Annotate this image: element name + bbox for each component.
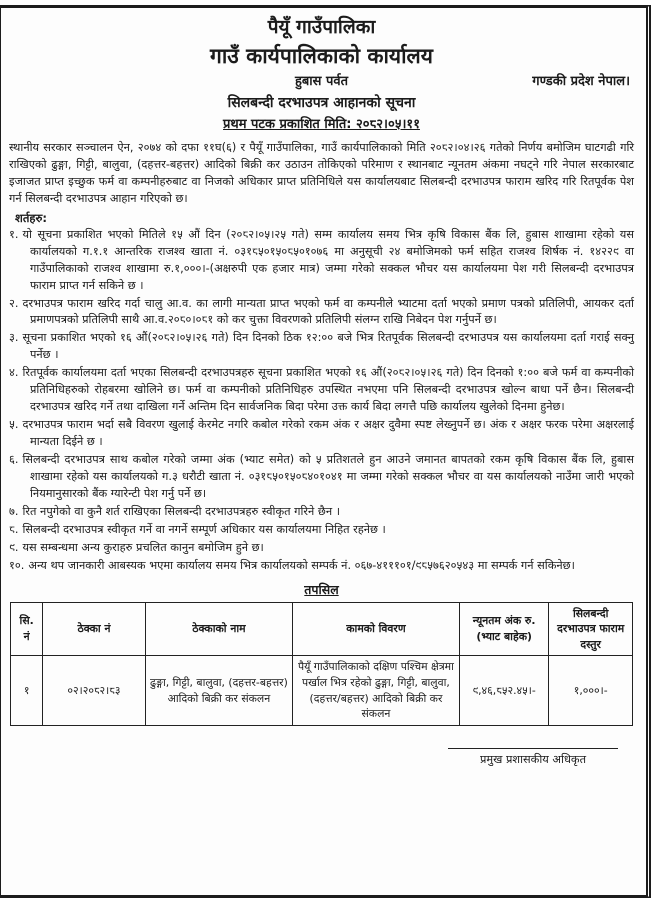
condition-text: दरभाउपत्र फाराम भर्दा सबै विवरण खुलाई केरमेट नगरि कबोल गरेको रकम अंक र अक्षर दुवैमा स्पष्ट लेख्नुपर्ने छ। अंक र अक्षर फरक परेमा अक्षरलाई मान्यता दिईने छ । bbox=[22, 418, 634, 448]
col-header-work-description: कामको विवरण bbox=[293, 602, 460, 656]
col-header-serial-number: सि. नं bbox=[11, 602, 43, 656]
col-header-minimum-amount: न्यूनतम अंक रु. (भ्याट बाहेक) bbox=[459, 602, 549, 656]
signatory-title: प्रमुख प्रशासकीय अधिकृत bbox=[479, 752, 587, 766]
published-date: प्रथम पटक प्रकाशित मिति: २०८२।०५।११ bbox=[223, 116, 420, 132]
condition-item-1 bbox=[9, 227, 634, 295]
condition-text: सूचना प्रकाशित भएको १६ औं(२०८२।०५।२६ गते) दिन दिनको ठिक १२:०० बजे भित्र रितपूर्वक सिलबन्दी दरभाउपत्र यस कार्यालयमा दर्ता गराई सक्नु पर्नेछ । bbox=[22, 331, 634, 362]
intro-paragraph: स्थानीय सरकार सञ्चालन ऐन, २०७४ को दफा ११घ(६) र पैयूँ गाउँपालिका, गाउँ कार्यपालिकाको मिति २०८२।०४।२६ गतेको निर्णय बमोजिम घाटगढी गरि राखिएको ढुङ्गा, गिट्टी, बालुवा, (दहत्तर-बहत्तर) आदिको बिक्री कर उठाउन तोकिएको परिमाण र स्थानबाट न्यूनतम अंकमा नघट्ने गरि नेपाल सरकारबाट इजाजत प्राप्त इच्छुक फर्म वा कम्पनीहरुबाट वा निजको अधिकार प्राप्त प्रतिनिधिले यस कार्यालयबाट सिलबन्दी दरभाउपत्र फाराम खरिद गरि रितपूर्वक पेश गर्न सिलबन्दी दरभाउपत्र आहान गरिएको छ। bbox=[9, 141, 634, 205]
province-name: गण्डकी प्रदेश नेपाल। bbox=[532, 74, 630, 89]
condition-item-9 bbox=[9, 540, 634, 557]
schedule-table bbox=[10, 602, 633, 726]
location-row bbox=[7, 74, 636, 90]
condition-text: रितपूर्वक कार्यालयमा दर्ता भएका सिलबन्दी दरभाउपत्रहरु सूचना प्रकाशित भएको १६ औं(२०८२।०५।२६ गते) दिन दिनको १:०० बजे फर्म वा कम्पनीको प्रतिनिधिहरुको रोहबरमा खोलिने छ। फर्म वा कम्पनीको प्रतिनिधिहरु उपस्थित नभएमा पनि सिलबन्दी दरभाउपत्र खोल्न बाधा पर्ने छैन। सिलबन्दी दरभाउपत्र खरिद गर्ने तथा दाखिला गर्ने अन्तिम दिन सार्वजनिक बिदा परेमा उक्त कार्य बिदा लगत्तै पछि कार्यालय खुलेको दिनमा हुनेछ। bbox=[22, 366, 634, 414]
conditions-heading: शर्तहरु: bbox=[15, 210, 47, 225]
condition-item-10 bbox=[9, 558, 634, 575]
cell-work-description: पैयूँ गाउँपालिकाको दक्षिण पश्चिम क्षेत्रमा पर्खाल भित्र रहेको ढुङ्गा, गिट्टी, बालुवा, (दहत्तर/बहत्तर) आदिको बिक्री कर संकलन bbox=[293, 656, 460, 726]
condition-number: २. bbox=[9, 296, 19, 310]
condition-item-6 bbox=[9, 452, 634, 503]
condition-number: ७. bbox=[9, 504, 19, 518]
notice-document bbox=[0, 5, 651, 898]
condition-item-7 bbox=[9, 504, 634, 521]
cell-contract-number: ०२।२०८२।८३ bbox=[43, 656, 146, 726]
cell-form-fee: १,०००।- bbox=[549, 656, 632, 726]
condition-number: ३. bbox=[9, 331, 19, 345]
condition-number: ८. bbox=[9, 522, 19, 536]
notice-title: सिलबन्दी दरभाउपत्र आहानको सूचना bbox=[227, 95, 416, 112]
signature-block bbox=[448, 748, 618, 767]
condition-text: अन्य थप जानकारी आबस्यक भएमा कार्यालय समय भित्र कार्यालयको सम्पर्क नं. ०६७-४१११०१/९८५७६२०५४३ मा सम्पर्क गर्न सकिनेछ। bbox=[28, 558, 575, 572]
condition-text: दरभाउपत्र फाराम खरिद गर्दा चालु आ.व. का लागी मान्यता प्राप्त भएको फर्म वा कम्पनीले भ्याटमा दर्ता भएको प्रमाण पत्रको प्रतिलिपी, आयकर दर्ता प्रमाणपत्रको प्रतिलिपी साथै आ.व.२०८०।०८१ को कर चुक्ता विवरणको प्रतिलिपी संलग्न राखि निबेदन पेश गर्नुपर्ने छ। bbox=[22, 296, 634, 327]
cell-minimum-amount: ९,४६,८५२.४५।- bbox=[459, 656, 549, 726]
condition-item-8 bbox=[9, 522, 634, 539]
office-location: हुबास पर्वत bbox=[294, 74, 349, 89]
cell-contract-name: ढुङ्गा, गिट्टी, बालुवा, (दहत्तर-बहत्तर) आदिको बिक्री कर संकलन bbox=[145, 656, 292, 726]
table-row bbox=[11, 656, 633, 726]
cell-serial-number: १ bbox=[11, 656, 43, 726]
condition-text: यस सम्बन्धमा अन्य कुराहरु प्रचलित कानुन बमोजिम हुने छ। bbox=[22, 540, 264, 554]
condition-text: रित नपुगेको वा कुनै शर्त राखिएका सिलबन्दी दरभाउपत्रहरु स्वीकृत गरिने छैन । bbox=[22, 504, 340, 518]
condition-text: सिलबन्दी दरभाउपत्र स्वीकृत गर्ने वा नगर्ने सम्पूर्ण अधिकार यस कार्यालयमा निहित रहनेछ । bbox=[22, 522, 386, 536]
condition-item-2 bbox=[9, 296, 634, 330]
municipality-name: पैयूँ गाउँपालिका bbox=[267, 16, 376, 38]
condition-item-3 bbox=[9, 330, 634, 364]
document-header bbox=[7, 16, 636, 133]
col-header-form-fee: सिलबन्दी दरभाउपत्र फाराम दस्तुर bbox=[549, 602, 632, 656]
table-header-row bbox=[11, 602, 633, 656]
schedule-heading: तपसिल bbox=[304, 581, 339, 597]
condition-number: ६. bbox=[9, 452, 19, 466]
condition-number: ४. bbox=[9, 366, 19, 380]
condition-number: १०. bbox=[9, 558, 25, 572]
condition-text: सिलबन्दी दरभाउपत्र साथ कबोल गरेको जम्मा अंक (भ्याट समेत) को ५ प्रतिशतले हुन आउने जमानत बापतको रकम कृषि विकास बैंक लि, हुबास शाखामा रहेको यस कार्यालयको ग.३ धरौटी खाता नं. ०३१८५०१५०८४०१०४१ मा जम्मा गरेको सक्कल भौचर वा यस कार्यालयको नाउँमा जारी भएको नियमानुसारको बैंक ग्यारेन्टी पेश गर्नु पर्ने छ। bbox=[22, 452, 634, 500]
condition-item-4 bbox=[9, 365, 634, 416]
office-name: गाउँ कार्यपालिकाको कार्यालय bbox=[210, 43, 433, 68]
condition-number: ९. bbox=[9, 540, 19, 554]
condition-number: १. bbox=[9, 227, 19, 241]
condition-text: यो सूचना प्रकाशित भएको मितिले १५ औं दिन (२०८२।०५।२५ गते) सम्म कार्यालय समय भित्र कृषि विकास बैंक लि, हुबास शाखामा रहेको यस कार्यालयको ग.१.१ आन्तरिक राजश्व खाता नं. ०३१८५०१५०८५०१०७६ मा अनुसूची २४ बमोजिमको फर्म सहित राजश्व शिर्षक नं. १४२२९ वा गाउँपालिकाको राजश्व शाखामा रु.१,०००।-(अक्षरुपी एक हजार मात्र) जम्मा गरेको सक्कल भौचर यस कार्यालयमा पेश गरी सिलबन्दी दरभाउपत्र फाराम प्राप्त गर्न सकिने छ । bbox=[22, 227, 634, 292]
col-header-contract-name: ठेक्काको नाम bbox=[145, 602, 292, 656]
conditions-list bbox=[9, 227, 634, 575]
condition-number: ५. bbox=[9, 418, 19, 432]
col-header-contract-number: ठेक्का नं bbox=[43, 602, 146, 656]
condition-item-5 bbox=[9, 417, 634, 451]
